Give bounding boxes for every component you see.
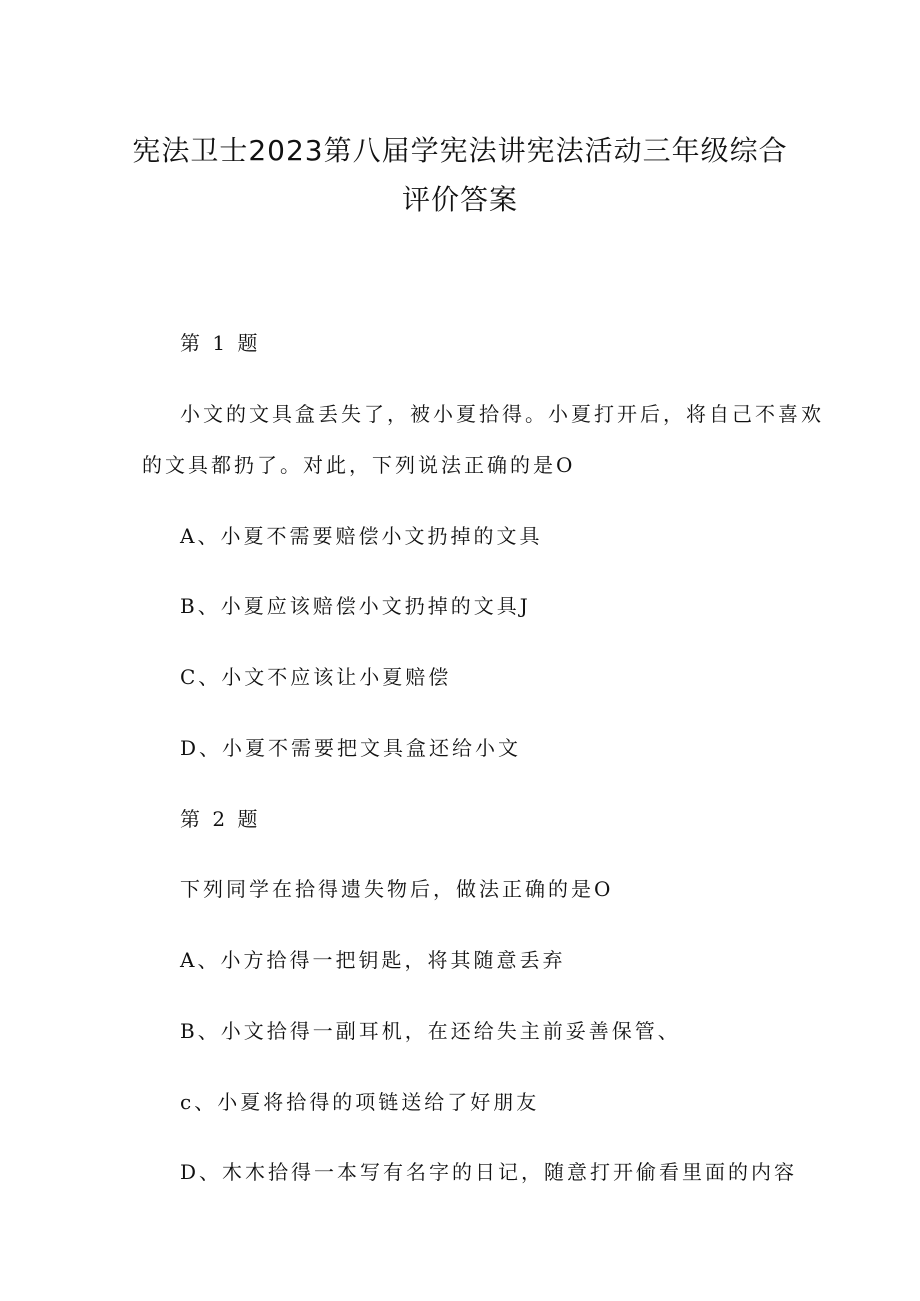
- document-title-line-2: 评价答案: [401, 183, 518, 216]
- question-1-stem-line-1: 小文的文具盒丢失了，被小夏拾得。小夏打开后，将自己不喜欢: [180, 402, 824, 426]
- question-1-option-b: B、小夏应该赔偿小文扔掉的文具J: [180, 594, 531, 618]
- question-1-option-c: C、小文不应该让小夏赔偿: [180, 665, 452, 689]
- question-2-stem-line-1: 下列同学在拾得遗失物后，做法正确的是O: [180, 877, 614, 901]
- question-1-stem-line-2: 的文具都扔了。对此，下列说法正确的是O: [142, 453, 576, 477]
- question-2-option-c: c、小夏将拾得的项链送给了好朋友: [180, 1090, 540, 1114]
- question-2-option-b: B、小文拾得一副耳机，在还给失主前妥善保管、: [180, 1019, 681, 1043]
- question-2-heading: 第 2 题: [180, 807, 261, 831]
- question-1-heading: 第 1 题: [180, 331, 261, 355]
- question-2-option-a: A、小方拾得一把钥匙，将其随意丢弃: [180, 948, 566, 972]
- question-1-option-d: D、小夏不需要把文具盒还给小文: [180, 736, 522, 760]
- document-title-line-1: 宪法卫士2023第八届学宪法讲宪法活动三年级综合: [132, 134, 788, 167]
- question-1-option-a: A、小夏不需要赔偿小文扔掉的文具: [180, 524, 543, 548]
- question-2-option-d: D、木木拾得一本写有名字的日记，随意打开偷看里面的内容: [180, 1160, 798, 1184]
